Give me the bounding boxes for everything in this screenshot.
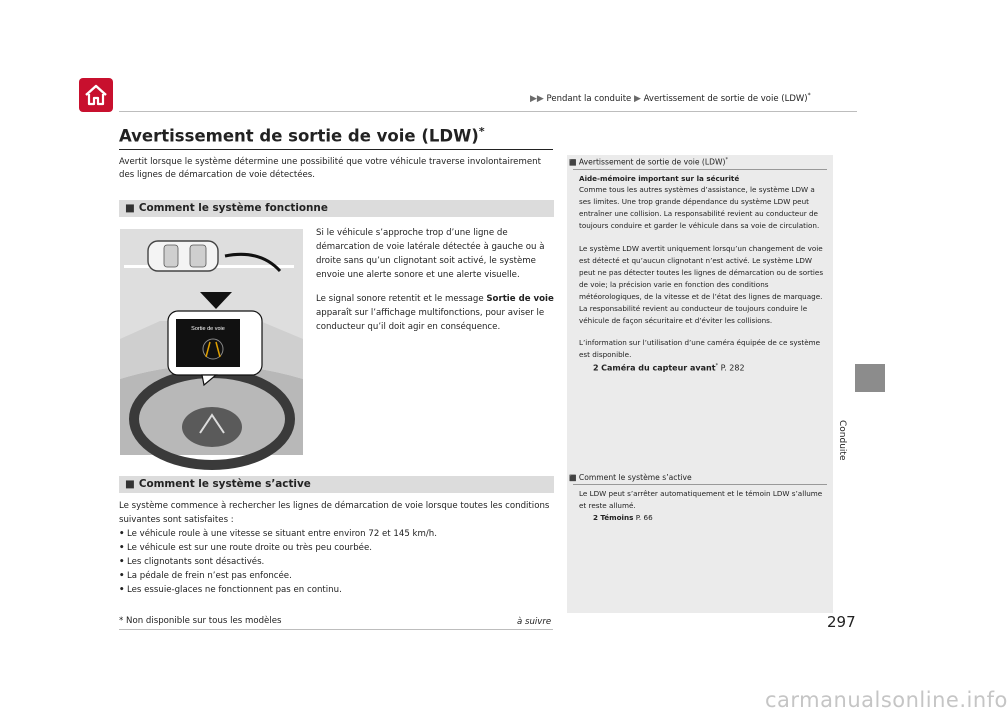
note-marker-icon: ⬛ — [569, 475, 577, 482]
note-ldw — [567, 157, 833, 375]
list-item: • Les clignotants sont désactivés. — [119, 555, 559, 569]
car-top-view — [148, 241, 218, 271]
note-paragraph: Le LDW peut s’arrêter automatiquement et le témoin LDW s’allume et reste allumé. — [579, 489, 823, 510]
note-rule — [573, 169, 827, 170]
breadcrumb-asterisk: * — [807, 92, 811, 99]
note-activation — [567, 473, 833, 524]
intro-text: Avertit lorsque le système détermine une possibilité que votre véhicule traverse involontairement des lignes de démarcation de voie détectées. — [119, 157, 541, 180]
breadcrumb-arrow-icon: ▶▶ — [530, 93, 544, 104]
note-paragraph-3: L’information sur l’utilisation d’une caméra équipée de ce système est disponible. — [579, 338, 821, 360]
condition-list — [119, 527, 559, 597]
square-bullet-icon: ■ — [125, 202, 135, 214]
note-subheading: Aide-mémoire important sur la sécurité — [579, 173, 740, 183]
how-it-works-paragraph-2: Le signal sonore retentit et le message Sortie de voie apparaît sur l’affichage multifonctions, pour aviser le conducteur qu’il doit agir en conséquence. — [316, 294, 554, 332]
title-rule — [119, 149, 553, 150]
note-paragraph-2: Le système LDW avertit uniquement lorsqu’un changement de voie est détecté et qu’aucun clignotant n’est activé. Le système LDW peut ne pas détecter toutes les lignes de démarcation ou de sorties de voie; la précision varie en fonction des conditions météorologiques, de la vitesse et de l’état des lignes de marquage. La responsabilité revient au conducteur de toujours conduire le véhicule de façon sécuritaire et d’éviter les collisions. — [579, 244, 824, 325]
list-item: • La pédale de frein n’est pas enfoncée. — [119, 569, 559, 583]
chapter-tab-label[interactable]: Conduite — [837, 420, 847, 461]
footer-rule — [119, 629, 553, 630]
home-button[interactable] — [79, 78, 113, 112]
activation-text — [119, 499, 559, 597]
illustration-svg — [120, 229, 303, 455]
footnote: * Non disponible sur tous les modèles — [119, 616, 282, 626]
note-heading: ⬛ Comment le système s’active — [569, 473, 692, 482]
list-item: • Le véhicule roule à une vitesse se situant entre environ 72 et 145 km/h. — [119, 527, 559, 541]
note-heading: ⬛ Avertissement de sortie de voie (LDW)* — [569, 157, 728, 167]
arrow-link-icon: 2 — [593, 512, 599, 522]
note-link[interactable]: 2 Témoins P. 66 — [593, 512, 653, 522]
message-name: Sortie de voie — [486, 294, 554, 304]
list-item: • Les essuie-glaces ne fonctionnent pas en continu. — [119, 583, 559, 597]
note-body — [567, 173, 833, 375]
title-asterisk: * — [478, 125, 485, 138]
breadcrumb-item-2[interactable]: Avertissement de sortie de voie (LDW) — [643, 93, 808, 104]
note-marker-icon: ⬛ — [569, 159, 577, 167]
sidebar-notes — [567, 155, 833, 613]
how-it-works-paragraph-1: Si le véhicule s’approche trop d’une ligne de démarcation de voie latérale détectée à gauche ou à droite sans qu’un clignotant soit activé, le système envoie une alerte sonore et une alerte visuelle. — [316, 228, 545, 280]
home-icon — [83, 82, 109, 108]
breadcrumb-item-1[interactable]: Pendant la conduite — [546, 93, 632, 104]
section-heading-how-it-works: ■ Comment le système fonctionne — [119, 200, 554, 217]
display-message-text: Sortie de voie — [191, 326, 225, 332]
breadcrumb-arrow-icon: ▶ — [633, 93, 641, 104]
note-link[interactable]: 2 Caméra du capteur avant* P. 282 — [593, 363, 745, 373]
note-paragraph-1: Comme tous les autres systèmes d’assistance, le système LDW a ses limites. Une trop grande dépendance du système LDW peut entraîner une collision. La responsabilité revient au conducteur de toujours conduire et garder le véhicule dans sa voie de circulation. — [579, 185, 820, 231]
note-rule — [573, 484, 827, 485]
chapter-tab[interactable] — [855, 364, 885, 392]
list-item: • Le véhicule est sur une route droite ou très peu courbée. — [119, 541, 559, 555]
breadcrumb — [530, 92, 811, 104]
page-title: Avertissement de sortie de voie (LDW)* — [119, 125, 485, 146]
arrow-link-icon: 2 — [593, 363, 599, 373]
lane-departure-illustration — [120, 229, 303, 455]
activation-intro: Le système commence à rechercher les lignes de démarcation de voie lorsque toutes les conditions suivantes sont satisfaites : — [119, 501, 550, 525]
continued-label: à suivre — [517, 617, 552, 627]
section-heading-activation: ■ Comment le système s’active — [119, 476, 554, 493]
watermark: carmanualsonline.info — [765, 688, 1008, 712]
square-bullet-icon: ■ — [125, 478, 135, 490]
header-divider — [119, 111, 857, 112]
page-number: 297 — [827, 613, 856, 631]
note-body — [567, 488, 833, 524]
